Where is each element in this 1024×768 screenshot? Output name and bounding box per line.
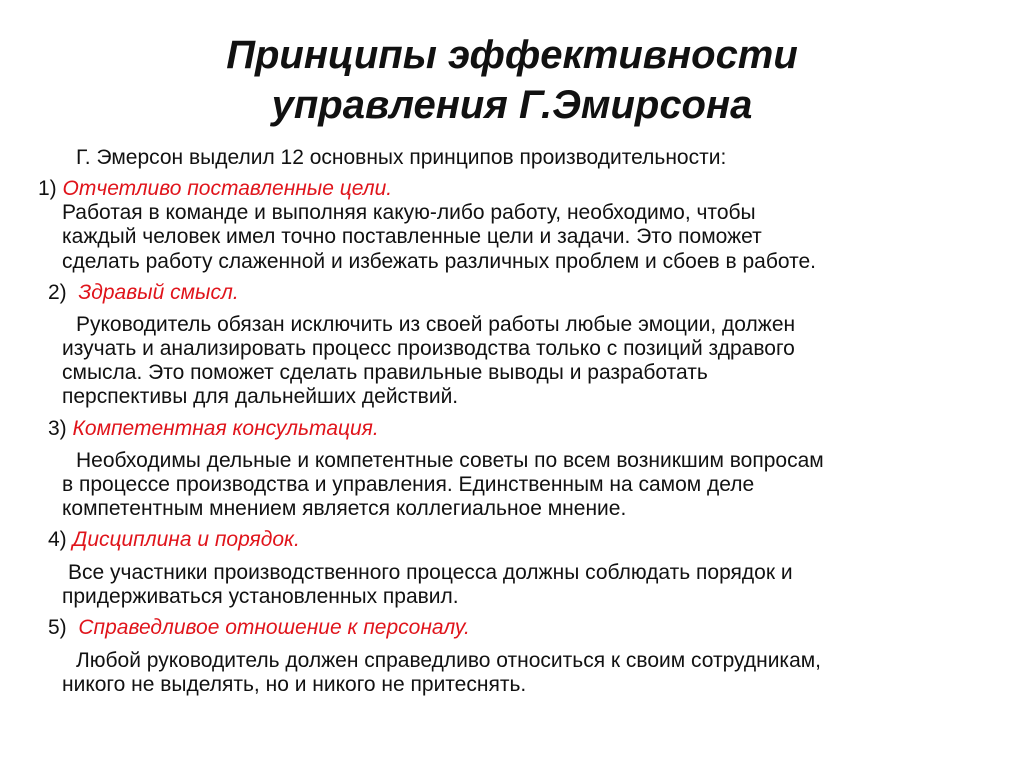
- principle-4-line-2: придерживаться установленных правил.: [62, 585, 459, 608]
- principle-title: Дисциплина и порядок.: [72, 528, 300, 551]
- principle-2-heading: [48, 281, 239, 305]
- principle-2-line-3: смысла. Это поможет сделать правильные выводы и разработать: [62, 361, 708, 384]
- principle-5-heading: [48, 616, 470, 640]
- principle-title: Компетентная консультация.: [72, 417, 379, 440]
- principle-2-line-1: Руководитель обязан исключить из своей работы любые эмоции, должен: [76, 313, 796, 336]
- slide-title: [0, 30, 1024, 130]
- principle-number: 5): [48, 616, 67, 639]
- principle-5-line-2: никого не выделять, но и никого не притеснять.: [62, 673, 527, 696]
- principle-3-heading: [48, 417, 379, 441]
- principle-1-line-2: каждый человек имел точно поставленные цели и задачи. Это поможет: [62, 225, 762, 248]
- principle-title: Справедливое отношение к персоналу.: [78, 616, 470, 639]
- principle-3-line-2: в процессе производства и управления. Единственным на самом деле: [62, 473, 755, 496]
- principle-3-line-3: компетентным мнением является коллегиальное мнение.: [62, 497, 627, 520]
- principle-1-heading: [38, 177, 392, 201]
- principle-number: 1): [38, 177, 57, 200]
- principle-3-line-1: Необходимы дельные и компетентные советы по всем возникшим вопросам: [76, 449, 824, 472]
- principle-number: 4): [48, 528, 67, 551]
- principle-4-line-1: Все участники производственного процесса должны соблюдать порядок и: [68, 561, 793, 584]
- principle-number: 3): [48, 417, 67, 440]
- intro-text: Г. Эмерсон выделил 12 основных принципов производительности:: [76, 146, 727, 169]
- title-line-1: Принципы эффективности: [226, 33, 798, 77]
- principle-1-line-1: Работая в команде и выполняя какую-либо работу, необходимо, чтобы: [62, 201, 756, 224]
- principle-title: Здравый смысл.: [78, 281, 239, 304]
- principle-4-heading: [48, 528, 300, 552]
- principle-1-line-3: сделать работу слаженной и избежать различных проблем и сбоев в работе.: [62, 250, 816, 273]
- principle-2-line-4: перспективы для дальнейших действий.: [62, 385, 459, 408]
- principle-number: 2): [48, 281, 67, 304]
- principle-5-line-1: Любой руководитель должен справедливо относиться к своим сотрудникам,: [76, 649, 822, 672]
- title-line-2: управления Г.Эмирсона: [271, 83, 753, 127]
- principle-title: Отчетливо поставленные цели.: [62, 177, 393, 200]
- principle-2-line-2: изучать и анализировать процесс производства только с позиций здравого: [62, 337, 795, 360]
